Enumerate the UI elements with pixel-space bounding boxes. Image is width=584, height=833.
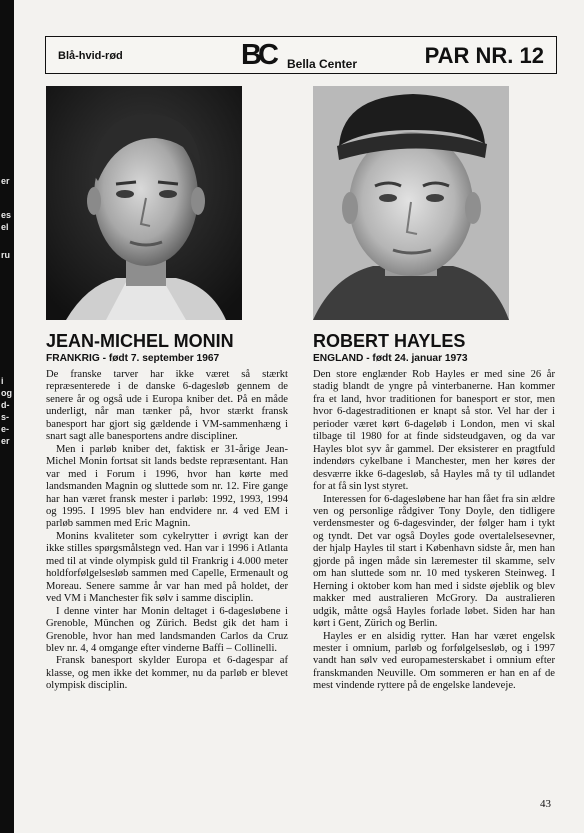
- spine-fragment: es: [1, 210, 12, 220]
- rider-photo-hayles: [313, 86, 509, 320]
- spine-fragment: ru: [1, 250, 10, 260]
- rider-subtitle: ENGLAND - født 24. januar 1973: [313, 353, 468, 364]
- spine-fragment: er: [1, 436, 10, 446]
- bio-paragraph: Men i parløb kniber det, faktisk er 31-årige Jean-Michel Monin fortsat sit lands bedste repræsentant. Han var med i Forum i 1996, hvor han kørte med landsmanden Magnin og sluttede som nr. 12. Fire gange har han været fransk mester i parløb: 1992, 1993, 1994 og 1995. I 1995 blev han endvidere nr. 4 ved EM i parløb sammen med Eric Magnin.: [46, 443, 288, 530]
- bio-paragraph: Interessen for 6-dagesløbene har han fået fra sin ældre ven og personlige rådgiver Tony Doyle, den tidligere verdensmester og 6-dagesvinder, der følger ham i tykt og tyndt. Det var også Doyles gode overtalelsesevner, der hjalp Hayles til start i København sidste år, men han gjorde på ingen måde sin læremester til skamme, selv om han sluttede som nr. 10 med tyskeren Steinweg. I Herning i oktober kom han med i sidste øjeblik og blev makker med australieren McGrory. Da australieren udgik, måtte også Hayles forlade løbet. Siden har han kørt i Gent, Zürich og Berlin.: [313, 493, 555, 630]
- rider-name: ROBERT HAYLES: [313, 331, 466, 351]
- spine-fragment: og: [1, 388, 12, 398]
- spine-fragment: e-: [1, 424, 10, 434]
- spine-fragment: s-: [1, 412, 10, 422]
- bio-paragraph: Monins kvaliteter som cykelrytter i øvrigt kan der ikke stilles spørgsmålstegn ved. Han var i 1996 i Atlanta med til at vinde olympisk guld til Frankrig i 4.000 meter holdforfølgelsesløb sammen med Capelle, Ermenault og Moreau. Senere samme år var han med på holdet, der ved VM i Manchester fik sølv i samme disciplin.: [46, 530, 288, 605]
- rider-bio: [46, 369, 288, 693]
- adjacent-page-edge: [0, 0, 14, 833]
- page-header: [45, 36, 557, 74]
- pair-number: PAR NR. 12: [424, 43, 544, 68]
- bella-center-logo: BC: [241, 39, 275, 71]
- bio-paragraph: Den store englænder Rob Hayles er med sine 26 år stadig blandt de yngre på vinterbanerne. Han kommer fra et land, hvor traditionen for banesport er stor, men hvor 6-dagestraditionen er knapt så stor. Vel har der i perioder været kørt 6-dageløb i London, men vi skal tilbage til 1980 for at finde sidsteudgaven, og da var Hayles blot syv år gammel. Der eksisterer en pragtfuld indendørs cykelbane i Manchester, men her køres der desværre ikke 6-dagesløb, så Hayles må ty til udlandet for at få sin lyst styret.: [313, 369, 555, 493]
- spine-fragment: i: [1, 376, 4, 386]
- header-colors-label: Blå-hvid-rød: [58, 50, 123, 62]
- bio-paragraph: Fransk banesport skylder Europa et 6-dagespar af klasse, og men ikke det kommer, nu da parløb er blevet olympisk disciplin.: [46, 655, 288, 692]
- venue-name: Bella Center: [287, 57, 358, 71]
- rider-subtitle: FRANKRIG - født 7. september 1967: [46, 353, 220, 364]
- rider-photo-monin: [46, 86, 242, 320]
- rider-name: JEAN-MICHEL MONIN: [46, 331, 234, 351]
- spine-fragment: er: [1, 176, 10, 186]
- bio-paragraph: De franske tarver har ikke været så stærkt repræsenterede i de danske 6-dagesløb gennem de senere år og også ude i Europa kniber det. På en måde underligt, når man tænker på, hvor stærkt fransk banesport har gjort sig gældende i VM-sammenhæng i snart sagt alle banesportens andre discipliner.: [46, 369, 288, 443]
- page-number: 43: [540, 798, 551, 810]
- rider-bio: [313, 369, 555, 693]
- spine-fragment: d-: [1, 400, 10, 410]
- spine-fragment: el: [1, 222, 9, 232]
- bio-paragraph: Hayles er en alsidig rytter. Han har været engelsk mester i omnium, parløb og forfølgelsesløb, og i 1997 vandt han sølv ved europamesterskabet i omnium efter franskmanden Neuville. Om sommeren er han en af de mest vindende ryttere på de engelske landeveje.: [313, 630, 555, 692]
- bio-paragraph: I denne vinter har Monin deltaget i 6-dagesløbene i Grenoble, München og Zürich. Bedst gik det ham i Grenoble, hvor han med landsmanden Carlos da Cruz blev nr. 4, 4 omgange efter vinderne Baffi – Collinelli.: [46, 605, 288, 654]
- rider-column-right: [313, 331, 555, 693]
- rider-column-left: [46, 331, 288, 693]
